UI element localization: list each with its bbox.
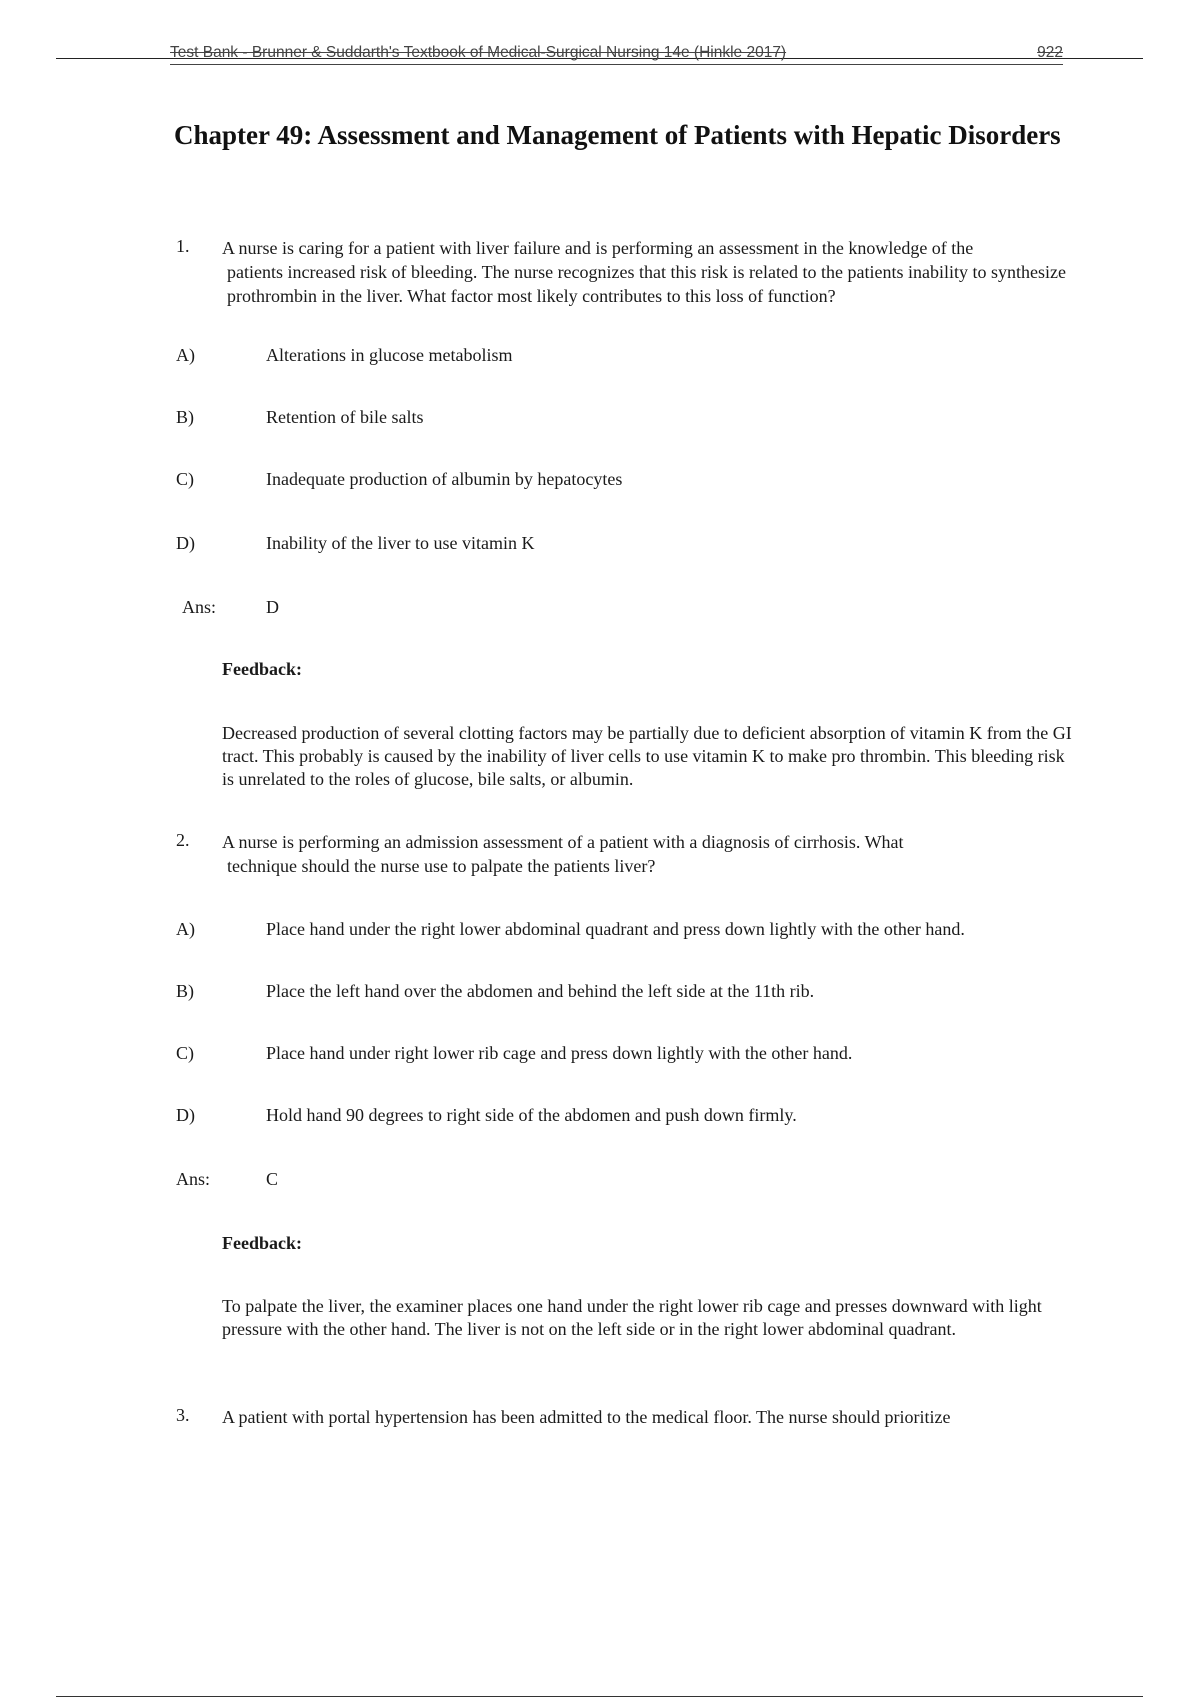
question-2-option-a-text: Place hand under the right lower abdominal quadrant and press down lightly with the other hand. bbox=[266, 919, 965, 939]
question-2-option-c-text: Place hand under right lower rib cage and press down lightly with the other hand. bbox=[266, 1043, 853, 1063]
question-2-feedback-label: Feedback: bbox=[222, 1233, 302, 1253]
question-3-number: 3. bbox=[176, 1405, 190, 1425]
chapter-title: Chapter 49: Assessment and Management of Patients with Hepatic Disorders bbox=[174, 120, 1061, 150]
page-number: 922 bbox=[1037, 44, 1063, 61]
question-1-feedback: Decreased production of several clotting factors may be partially due to deficient absorption of vitamin K from the GI tract. This probably is caused by the inability of liver cells to use vitamin K to make pro thrombin. This bleeding risk is unrelated to the roles of glucose, bile salts, or albumin. bbox=[222, 723, 1072, 789]
question-2-option-a-letter: A) bbox=[176, 919, 195, 939]
question-1-option-b-text: Retention of bile salts bbox=[266, 407, 424, 427]
question-1-stem-line1: A nurse is caring for a patient with liver failure and is performing an assessment in the knowledge of the bbox=[222, 238, 974, 258]
running-title: Test Bank - Brunner & Suddarth's Textbook of Medical-Surgical Nursing 14e (Hinkle 2017) bbox=[170, 44, 787, 61]
question-2-feedback: To palpate the liver, the examiner places one hand under the right lower rib cage and presses downward with light pressure with the other hand. The liver is not on the left side or in the right lower abdominal quadrant. bbox=[222, 1296, 1042, 1339]
question-1-answer: D bbox=[266, 597, 279, 617]
question-1-option-b-letter: B) bbox=[176, 407, 194, 427]
question-1-option-a-letter: A) bbox=[176, 345, 195, 365]
question-2-answer-label: Ans: bbox=[176, 1169, 211, 1189]
question-1-option-a-text: Alterations in glucose metabolism bbox=[266, 345, 513, 365]
question-2-option-b-text: Place the left hand over the abdomen and behind the left side at the 11th rib. bbox=[266, 981, 815, 1001]
question-1-stem bbox=[222, 236, 1072, 308]
question-3-stem bbox=[222, 1405, 1072, 1429]
question-2-option-b-letter: B) bbox=[176, 981, 194, 1001]
question-2-option-d-letter: D) bbox=[176, 1105, 195, 1125]
question-1-feedback-label: Feedback: bbox=[222, 659, 302, 679]
question-3-stem-line1: A patient with portal hypertension has been admitted to the medical floor. The nurse should prioritize bbox=[222, 1407, 951, 1427]
question-2-stem-rest: technique should the nurse use to palpate the patients liver? bbox=[227, 856, 656, 876]
question-2-stem-line1: A nurse is performing an admission assessment of a patient with a diagnosis of cirrhosis. What bbox=[222, 832, 904, 852]
question-1-stem-rest: patients increased risk of bleeding. The nurse recognizes that this risk is related to the patients inability to synthesize prothrombin in the liver. What factor most likely contributes to this loss of function? bbox=[227, 262, 1066, 306]
question-1-option-d-letter: D) bbox=[176, 533, 195, 553]
bottom-rule bbox=[56, 1696, 1143, 1697]
question-1-answer-label: Ans: bbox=[182, 597, 217, 617]
question-1-option-c-letter: C) bbox=[176, 469, 194, 489]
question-2-answer: C bbox=[266, 1169, 279, 1189]
question-1-option-d-text: Inability of the liver to use vitamin K bbox=[266, 533, 535, 553]
question-2-option-c-letter: C) bbox=[176, 1043, 194, 1063]
question-2-stem bbox=[222, 830, 1072, 878]
running-header bbox=[170, 44, 1063, 65]
question-1-number: 1. bbox=[176, 236, 190, 256]
question-1-option-c-text: Inadequate production of albumin by hepatocytes bbox=[266, 469, 623, 489]
question-2-number: 2. bbox=[176, 830, 190, 850]
question-2-option-d-text: Hold hand 90 degrees to right side of the abdomen and push down firmly. bbox=[266, 1105, 797, 1125]
